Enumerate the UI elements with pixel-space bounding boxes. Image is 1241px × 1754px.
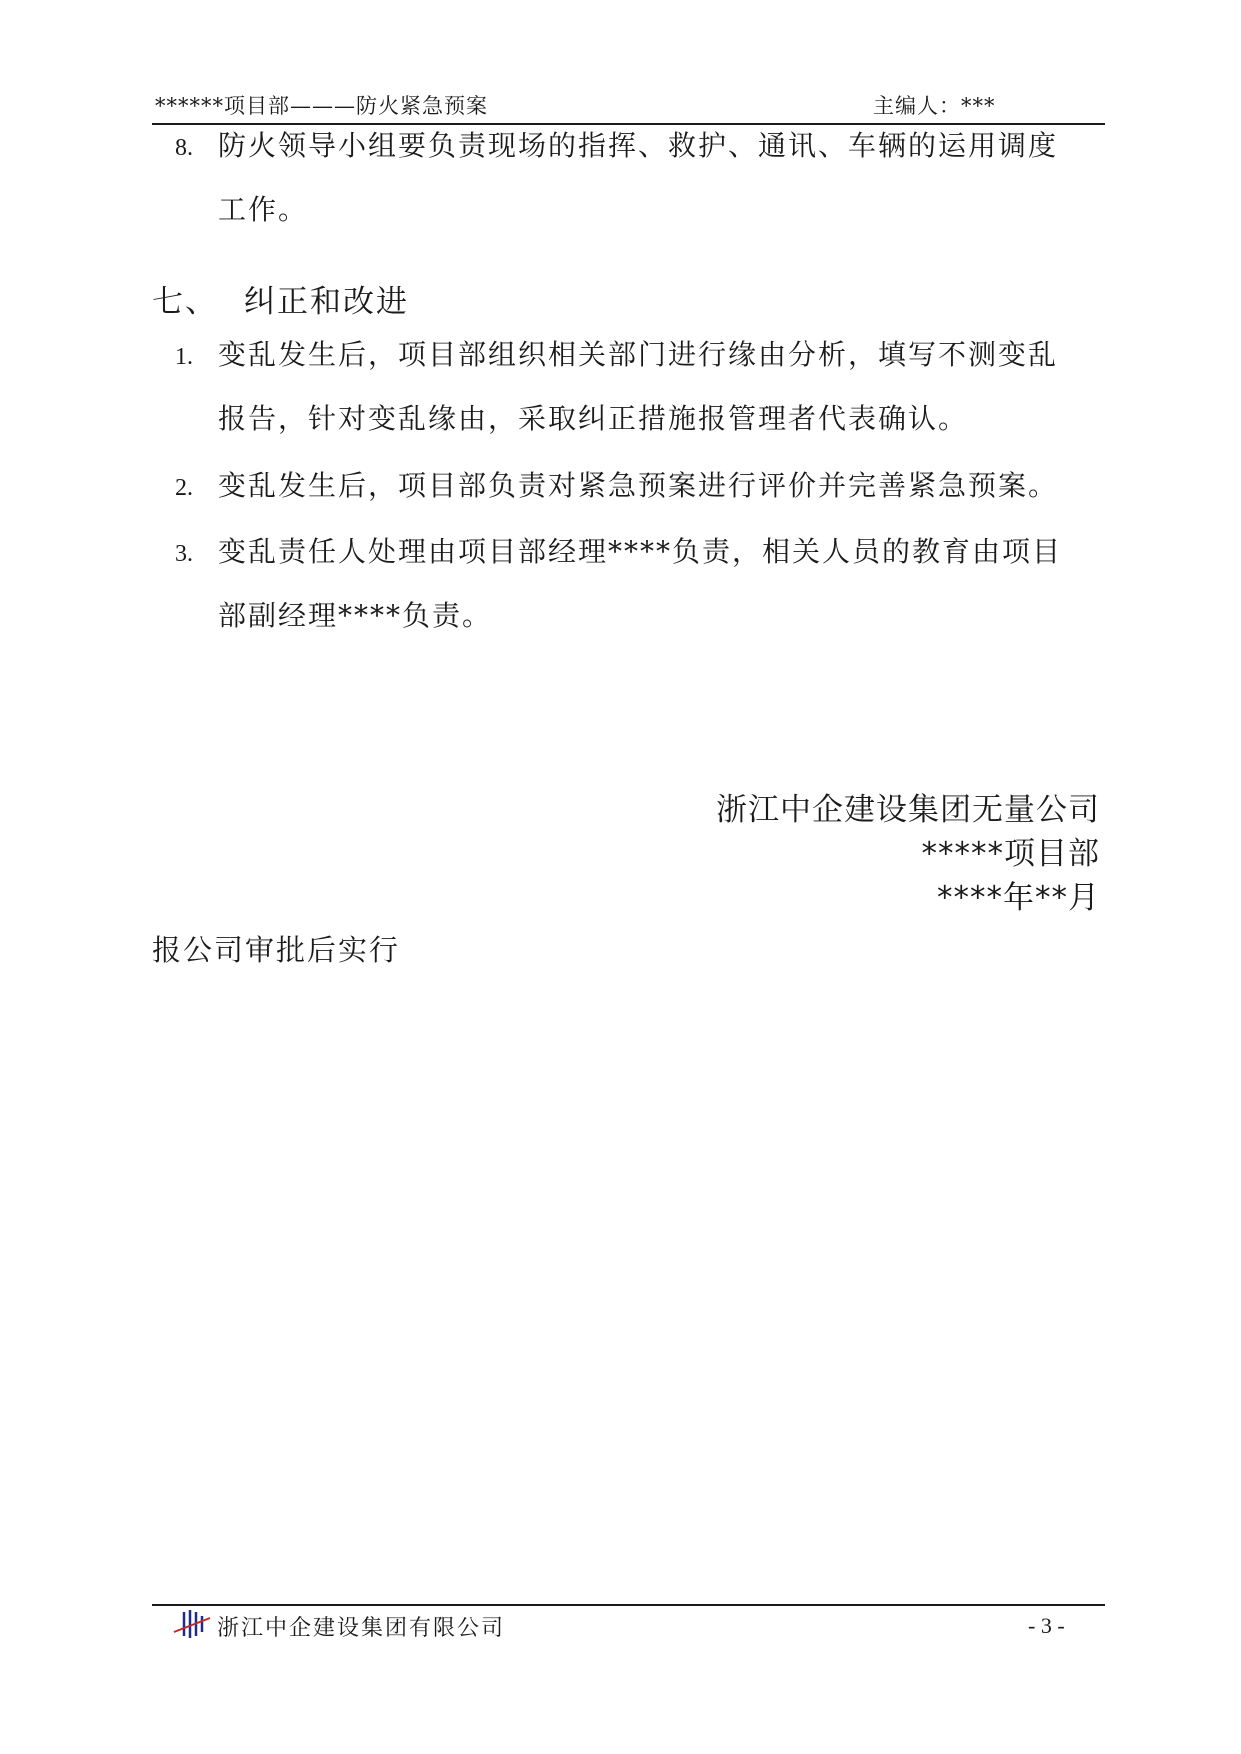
section-heading [152,276,409,321]
item-text-line: 变乱发生后，项目部负责对紧急预案进行评价并完善紧急预案。 [218,469,1059,502]
header-document-title: ******项目部———防火紧急预案 [155,94,488,118]
item-number: 8. [175,135,193,161]
item-text-line: 变乱责任人处理由项目部经理****负责，相关人员的教育由项目 [218,535,1063,568]
company-logo-icon [172,1608,212,1640]
signature-date: ****年**月 [937,880,1100,916]
approval-note: 报公司审批后实行 [152,933,401,967]
header-divider [152,123,1105,125]
item-number: 1. [175,344,193,370]
page-number: - 3 - [1028,1613,1065,1638]
signature-company: 浙江中企建设集团无量公司 [716,792,1100,828]
footer-company-name: 浙江中企建设集团有限公司 [217,1616,506,1641]
signature-department: *****项目部 [921,836,1100,872]
section-index: 七、 [152,284,218,320]
item-text-line: 部副经理****负责。 [218,599,493,632]
item-text-line: 工作。 [218,193,309,226]
footer-divider [152,1604,1105,1606]
item-text-line: 防火领导小组要负责现场的指挥、救护、通讯、车辆的运用调度 [218,129,1059,162]
item-text-line: 报告，针对变乱缘由，采取纠正措施报管理者代表确认。 [218,402,969,435]
header-editor: 主编人：*** [873,94,996,118]
section-title: 纠正和改进 [244,284,409,320]
item-number: 3. [175,541,193,567]
page-header [155,86,1105,122]
item-number: 2. [175,475,193,501]
item-text-line: 变乱发生后，项目部组织相关部门进行缘由分析，填写不测变乱 [218,338,1059,371]
